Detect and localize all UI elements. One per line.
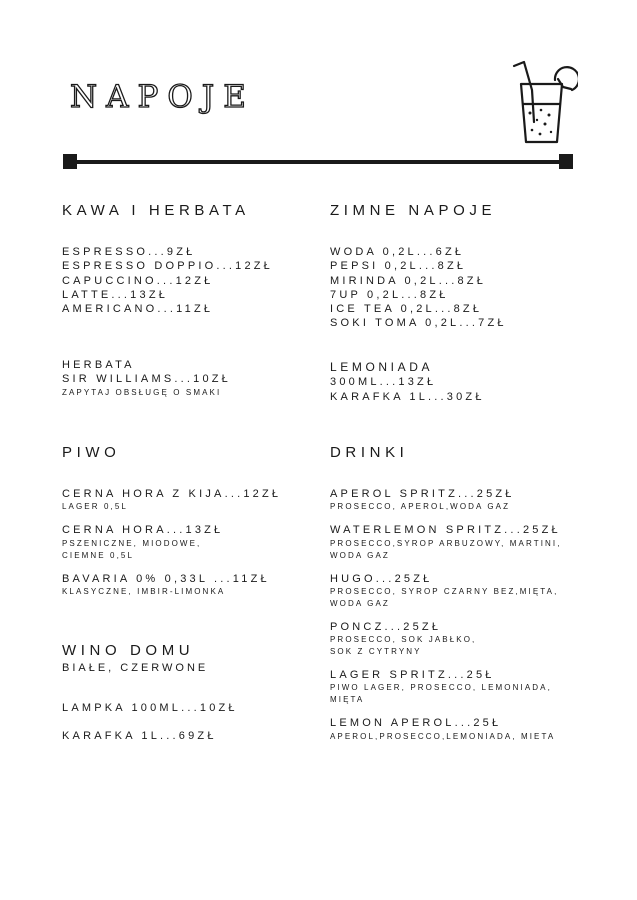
item-description: MIĘTA xyxy=(330,695,365,705)
section-zimne-napoje xyxy=(330,203,507,331)
menu-item: WATERLEMON SPRITZ...25ZŁ xyxy=(330,524,561,537)
menu-item: 300ML...13ZŁ xyxy=(330,376,437,389)
item-description: PROSECCO, SOK JABŁKO, xyxy=(330,635,477,645)
item-description: SOK Z CYTRYNY xyxy=(330,647,422,657)
menu-item: KARAFKA 1L...69ZŁ xyxy=(62,730,217,743)
menu-item: APEROL SPRITZ...25ZŁ xyxy=(330,488,515,500)
menu-item: WODA 0,2L...6ZŁ xyxy=(330,246,465,258)
menu-item: AMERICANO...11ZŁ xyxy=(62,303,214,316)
menu-item: ICE TEA 0,2L...8ZŁ xyxy=(330,303,483,316)
item-description: PIWO LAGER, PROSECCO, LEMONIADA, xyxy=(330,683,552,693)
menu-item: HUGO...25ZŁ xyxy=(330,572,433,585)
section-lemoniada xyxy=(330,360,485,404)
menu-item: CAPUCCINO...12ZŁ xyxy=(62,274,214,287)
cocktail-glass-icon xyxy=(508,60,578,146)
section-herbata xyxy=(62,358,231,399)
menu-item: MIRINDA 0,2L...8ZŁ xyxy=(330,274,487,287)
menu-item: SOKI TOMA 0,2L...7ZŁ xyxy=(330,317,507,330)
section-heading: ZIMNE NAPOJE xyxy=(330,202,497,219)
item-description: KLASYCZNE, IMBIR-LIMONKA xyxy=(62,586,226,596)
menu-item: 7UP 0,2L...8ZŁ xyxy=(330,288,449,301)
menu-item: BAVARIA 0% 0,33L ...11ZŁ xyxy=(62,572,270,585)
section-heading: DRINKI xyxy=(330,444,409,461)
section-kawa-herbata xyxy=(62,203,273,316)
item-description: WODA GAZ xyxy=(330,598,390,608)
menu-item: ESPRESSO...9ZŁ xyxy=(62,246,196,258)
section-subheading: BIAŁE, CZERWONE xyxy=(62,662,209,674)
item-description: WODA GAZ xyxy=(330,550,390,560)
menu-item: LAGER SPRITZ...25Ł xyxy=(330,669,495,682)
menu-item: KARAFKA 1L...30ZŁ xyxy=(330,390,485,403)
item-description: PROSECCO, SYROP CZARNY BEZ,MIĘTA, xyxy=(330,586,559,596)
item-description: PROSECCO, APEROL,WODA GAZ xyxy=(330,502,511,512)
menu-item: LATTE...13ZŁ xyxy=(62,288,169,301)
header-divider xyxy=(63,153,573,171)
section-drinki xyxy=(330,445,562,743)
item-description: LAGER 0,5L xyxy=(62,502,128,512)
menu-item: LEMON APEROL...25Ł xyxy=(330,717,502,730)
menu-item: LAMPKA 100ML...10ZŁ xyxy=(62,702,238,714)
menu-item: HERBATA xyxy=(62,359,135,371)
menu-item: CERNA HORA Z KIJA...12ZŁ xyxy=(62,488,282,500)
item-description: PSZENICZNE, MIODOWE, xyxy=(62,538,202,548)
section-heading: LEMONIADA xyxy=(330,360,434,374)
item-description: CIEMNE 0,5L xyxy=(62,550,135,560)
menu-item: SIR WILLIAMS...10ZŁ xyxy=(62,373,232,386)
item-description: PROSECCO,SYROP ARBUZOWY, MARTINI, xyxy=(330,538,562,548)
section-heading: PIWO xyxy=(62,444,121,461)
menu-item: ESPRESSO DOPPIO...12ZŁ xyxy=(62,260,274,273)
menu-item: PEPSI 0,2L...8ZŁ xyxy=(330,260,467,273)
item-description: APEROL,PROSECCO,LEMONIADA, MIETA xyxy=(330,731,556,741)
menu-item: CERNA HORA...13ZŁ xyxy=(62,524,224,537)
section-piwo xyxy=(62,445,281,598)
item-note: ZAPYTAJ OBSŁUGĘ O SMAKI xyxy=(62,387,222,397)
menu-item: PONCZ...25ZŁ xyxy=(330,620,442,633)
section-heading: WINO DOMU xyxy=(62,642,195,659)
section-heading: KAWA I HERBATA xyxy=(62,202,250,219)
section-wino xyxy=(62,643,238,744)
page-title: NAPOJE xyxy=(70,79,255,115)
